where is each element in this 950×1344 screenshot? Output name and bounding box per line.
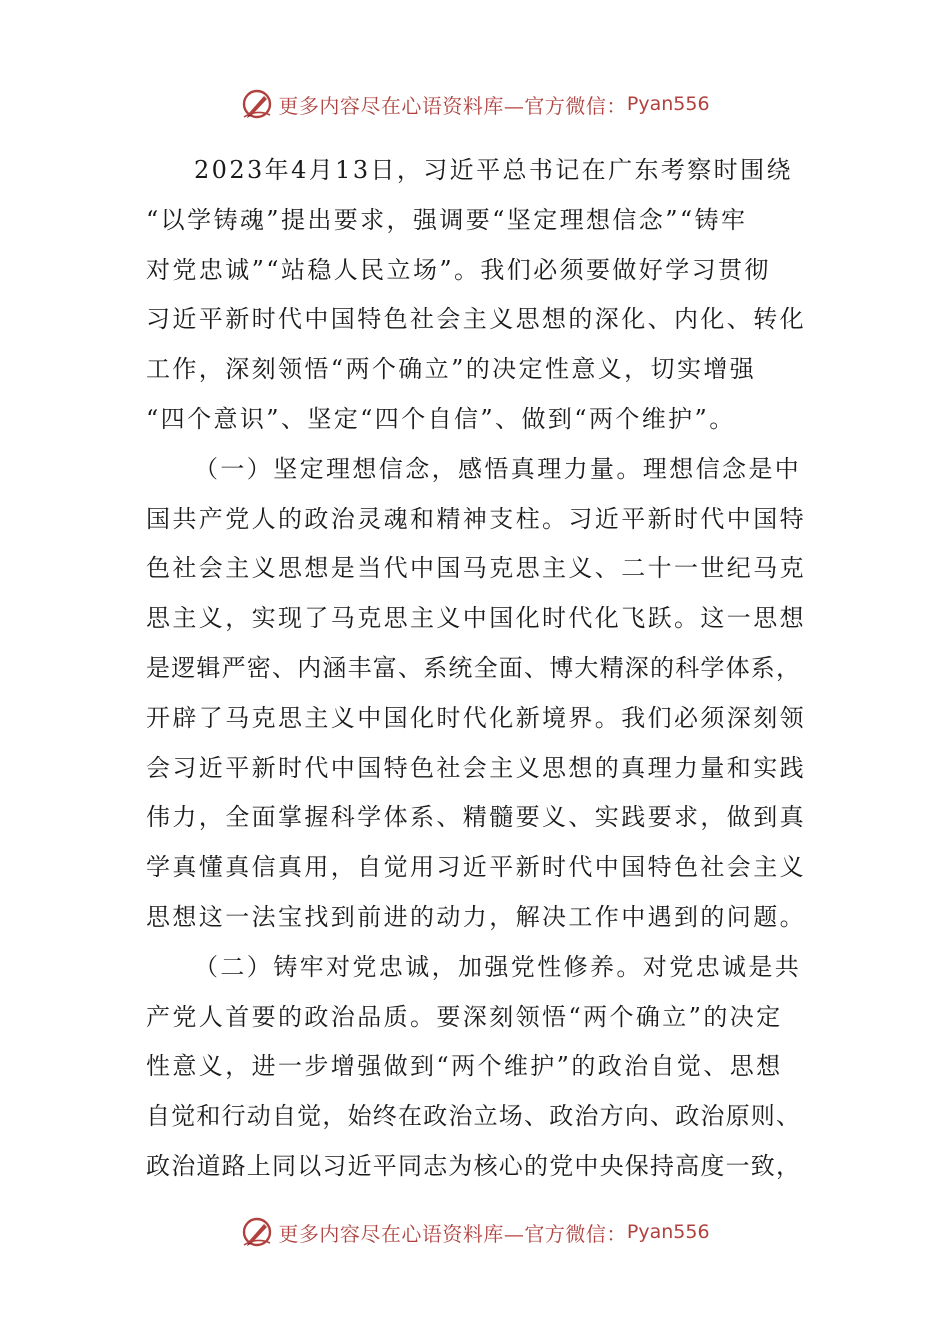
body-line: 思主义，实现了马克思主义中国化时代化飞跃。这一思想 (146, 604, 806, 633)
body-line: 是逻辑严密、内涵丰富、系统全面、博大精深的科学体系， (146, 653, 802, 682)
body-line: 色社会主义思想是当代中国马克思主义、二十一世纪马克 (146, 554, 806, 583)
body-line: 思想这一法宝找到前进的动力，解决工作中遇到的问题。 (146, 902, 806, 931)
header-banner (0, 84, 950, 124)
header-banner-contact: Pyan556 (626, 93, 710, 115)
body-line: 自觉和行动自觉，始终在政治立场、政治方向、政治原则、 (146, 1102, 802, 1131)
body-line: “以学铸魂”提出要求，强调要“坚定理想信念”“铸牢 (146, 205, 748, 234)
body-line: 工作，深刻领悟“两个确立”的决定性意义，切实增强 (146, 355, 757, 384)
body-line: 习近平新时代中国特色社会主义思想的深化、内化、转化 (146, 305, 806, 334)
body-line: “四个意识”、坚定“四个自信”、做到“两个维护”。 (146, 404, 736, 433)
body-line: 国共产党人的政治灵魂和精神支柱。习近平新时代中国特 (146, 504, 806, 533)
footer-banner-contact: Pyan556 (626, 1221, 710, 1243)
pen-logo-icon (240, 87, 274, 121)
body-line: 学真懂真信真用，自觉用习近平新时代中国特色社会主义 (146, 853, 806, 882)
body-line: 会习近平新时代中国特色社会主义思想的真理力量和实践 (146, 753, 806, 782)
body-line: （一）坚定理想信念，感悟真理力量。理想信念是中 (194, 454, 802, 483)
header-banner-text: 更多内容尽在心语资料库—官方微信： (278, 93, 627, 118)
body-line: 政治道路上同以习近平同志为核心的党中央保持高度一致， (146, 1151, 802, 1180)
body-line: 开辟了马克思主义中国化时代化新境界。我们必须深刻领 (146, 703, 806, 732)
document-body (146, 146, 806, 1192)
body-line: 2023年4月13日，习近平总书记在广东考察时围绕 (194, 156, 793, 184)
pen-logo-icon (240, 1215, 274, 1249)
footer-banner (0, 1212, 950, 1252)
body-line: 伟力，全面掌握科学体系、精髓要义、实践要求，做到真 (146, 803, 806, 832)
body-line: 性意义，进一步增强做到“两个维护”的政治自觉、思想 (146, 1052, 783, 1081)
body-line: 产党人首要的政治品质。要深刻领悟“两个确立”的决定 (146, 1002, 783, 1031)
body-line: （二）铸牢对党忠诚，加强党性修养。对党忠诚是共 (194, 952, 802, 981)
body-line: 对党忠诚”“站稳人民立场”。我们必须要做好学习贯彻 (146, 255, 771, 284)
footer-banner-text: 更多内容尽在心语资料库—官方微信： (278, 1221, 627, 1246)
